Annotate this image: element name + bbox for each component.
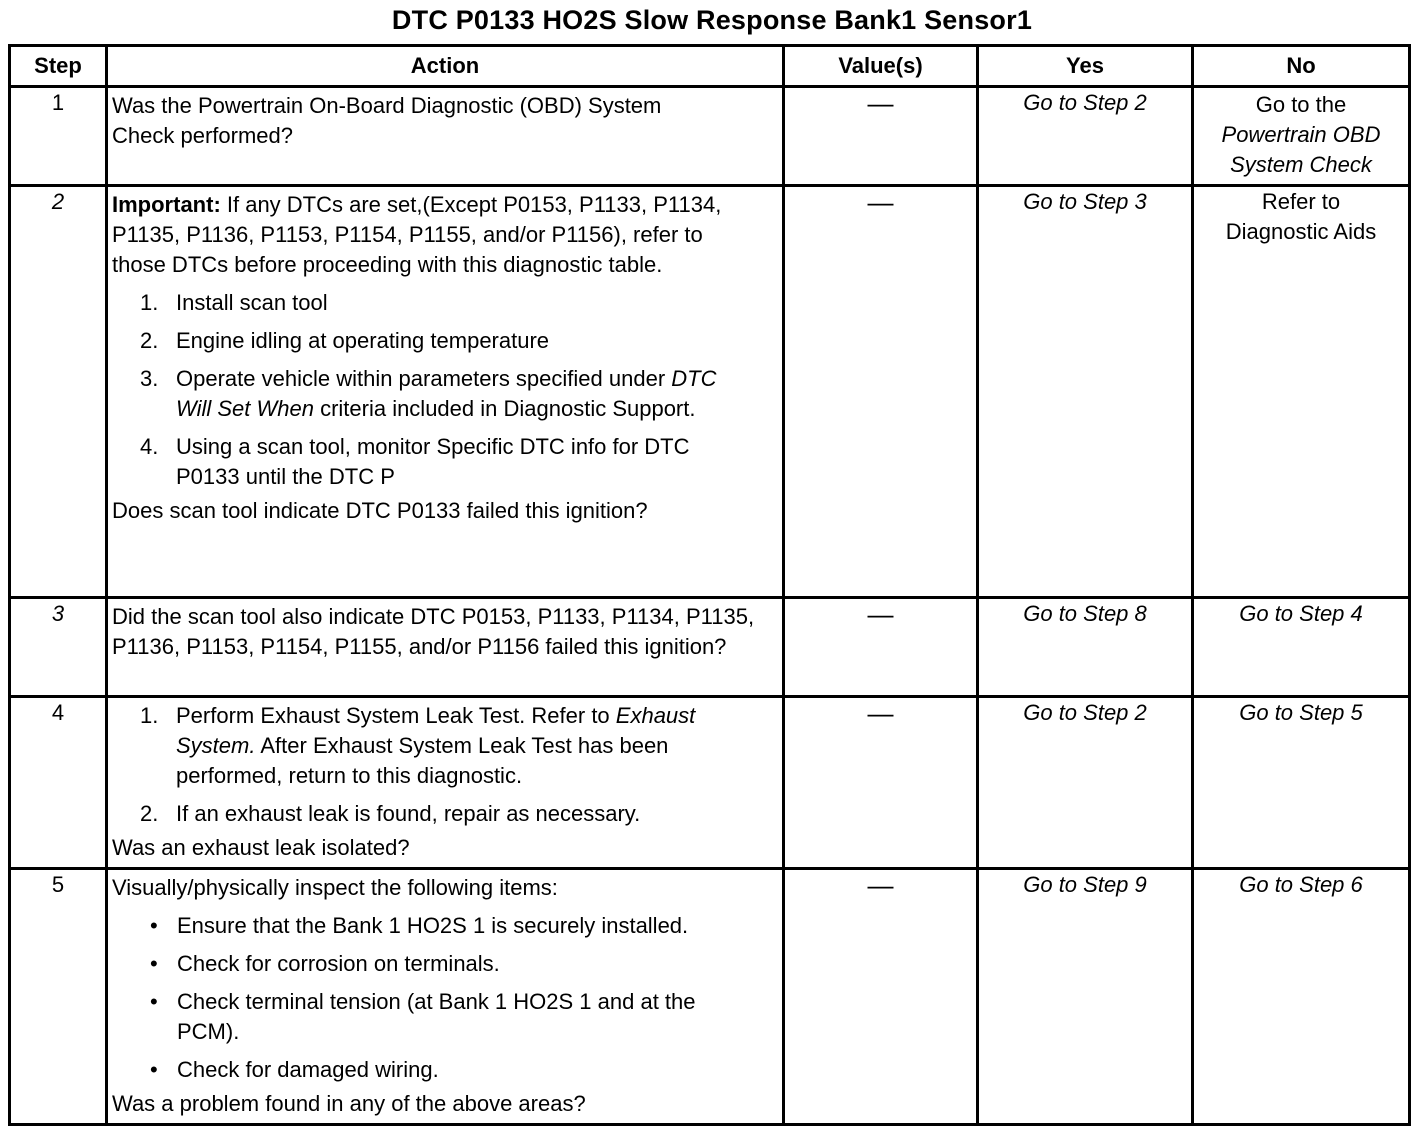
list-number: 3.	[140, 366, 159, 391]
header-step: Step	[10, 46, 107, 87]
list-text: criteria included in Diagnostic Support.	[313, 396, 696, 421]
header-action: Action	[107, 46, 784, 87]
list-text: Check for damaged wiring.	[177, 1057, 439, 1082]
list-number: 1.	[140, 290, 159, 315]
list-number: 1.	[140, 703, 159, 728]
question-text: Was a problem found in any of the above areas?	[112, 1091, 586, 1116]
question-text: Does scan tool indicate DTC P0133 failed this ignition?	[112, 498, 648, 523]
list-item	[112, 987, 747, 1047]
header-value: Value(s)	[784, 46, 978, 87]
header-yes: Yes	[978, 46, 1193, 87]
value-cell: —	[784, 869, 978, 1125]
yes-goto: Go to Step 2	[1023, 700, 1147, 725]
list-text: After Exhaust System Leak Test has been performed, return to this diagnostic.	[176, 733, 669, 788]
procedure-list	[112, 701, 778, 829]
list-text: If an exhaust leak is found, repair as necessary.	[176, 801, 641, 826]
step-number: 4	[10, 697, 107, 869]
value-cell: —	[784, 186, 978, 598]
yes-cell	[978, 87, 1193, 186]
list-text: Check terminal tension (at Bank 1 HO2S 1 and at the PCM).	[177, 989, 696, 1044]
list-text: Operate vehicle within parameters specified under	[176, 366, 672, 391]
no-cell	[1193, 186, 1410, 598]
action-cell	[107, 87, 784, 186]
action-cell	[107, 869, 784, 1125]
yes-goto: Go to Step 2	[1023, 90, 1147, 115]
list-text: Using a scan tool, monitor Specific DTC info for DTC P0133 until the DTC P	[176, 434, 690, 489]
no-line: Refer to	[1261, 189, 1341, 214]
no-cell	[1193, 869, 1410, 1125]
page-title: DTC P0133 HO2S Slow Response Bank1 Sensor1	[391, 5, 1033, 35]
list-number: 2.	[140, 328, 159, 353]
list-item	[112, 364, 756, 424]
question-text: Was an exhaust leak isolated?	[112, 835, 410, 860]
list-item	[112, 799, 778, 829]
list-text: Engine idling at operating temperature	[176, 328, 550, 353]
no-cell	[1193, 87, 1410, 186]
value-cell: —	[784, 697, 978, 869]
no-line: System Check	[1230, 152, 1372, 177]
no-cell	[1193, 697, 1410, 869]
list-item	[112, 701, 778, 791]
inspection-list	[112, 911, 778, 1085]
list-item	[112, 326, 778, 356]
list-text-italic: Exhaust System.	[176, 703, 696, 758]
table-row	[10, 869, 1410, 1125]
no-line: Powertrain OBD	[1221, 122, 1381, 147]
important-text: If any DTCs are set,(Except P0153, P1133, P1134, P1135, P1136, P1153, P1154, P1155, and/or P1156), refer to those DTCs before proceeding with this diagnostic table.	[112, 192, 722, 277]
action-cell	[107, 598, 784, 697]
procedure-list	[112, 288, 778, 492]
list-text: Perform Exhaust System Leak Test. Refer to	[176, 703, 616, 728]
no-goto: Go to Step 6	[1239, 872, 1363, 897]
yes-cell	[978, 869, 1193, 1125]
diagnostic-table	[8, 44, 1411, 1126]
action-cell	[107, 697, 784, 869]
bullet-icon: •	[150, 989, 158, 1014]
value-cell: —	[784, 598, 978, 697]
yes-cell	[978, 598, 1193, 697]
yes-cell	[978, 697, 1193, 869]
step-number: 1	[10, 87, 107, 186]
important-note	[112, 190, 752, 280]
yes-goto: Go to Step 3	[1023, 189, 1147, 214]
header-no: No	[1193, 46, 1410, 87]
list-item	[112, 949, 778, 979]
table-row	[10, 186, 1410, 598]
step-number: 3	[10, 598, 107, 697]
table-row	[10, 598, 1410, 697]
bullet-icon: •	[150, 913, 158, 938]
list-item	[112, 288, 778, 318]
list-text: Ensure that the Bank 1 HO2S 1 is securely installed.	[177, 913, 689, 938]
value-cell: —	[784, 87, 978, 186]
no-line: Diagnostic Aids	[1225, 219, 1377, 244]
list-text-italic: DTC Will Set When	[176, 366, 717, 421]
list-number: 4.	[140, 434, 159, 459]
no-goto: Go to Step 5	[1239, 700, 1363, 725]
step-number: 2	[10, 186, 107, 598]
action-text: Was the Powertrain On-Board Diagnostic (OBD) System Check performed?	[112, 93, 662, 148]
important-label: Important:	[112, 192, 221, 217]
action-text: Did the scan tool also indicate DTC P0153, P1133, P1134, P1135, P1136, P1153, P1154, P1155, and/or P1156 failed this ignition?	[112, 604, 755, 659]
header-row	[10, 46, 1410, 87]
list-item	[112, 432, 756, 492]
bullet-icon: •	[150, 951, 158, 976]
list-text: Install scan tool	[176, 290, 328, 315]
bullet-icon: •	[150, 1057, 158, 1082]
no-cell	[1193, 598, 1410, 697]
no-goto: Go to Step 4	[1239, 601, 1363, 626]
action-cell	[107, 186, 784, 598]
step-number: 5	[10, 869, 107, 1125]
list-text: Check for corrosion on terminals.	[177, 951, 500, 976]
no-line: Go to the	[1255, 92, 1347, 117]
list-item	[112, 911, 778, 941]
yes-goto: Go to Step 8	[1023, 601, 1147, 626]
list-number: 2.	[140, 801, 159, 826]
table-row	[10, 87, 1410, 186]
yes-cell	[978, 186, 1193, 598]
list-item	[112, 1055, 778, 1085]
table-row	[10, 697, 1410, 869]
intro-text: Visually/physically inspect the following items:	[112, 875, 558, 900]
yes-goto: Go to Step 9	[1023, 872, 1147, 897]
